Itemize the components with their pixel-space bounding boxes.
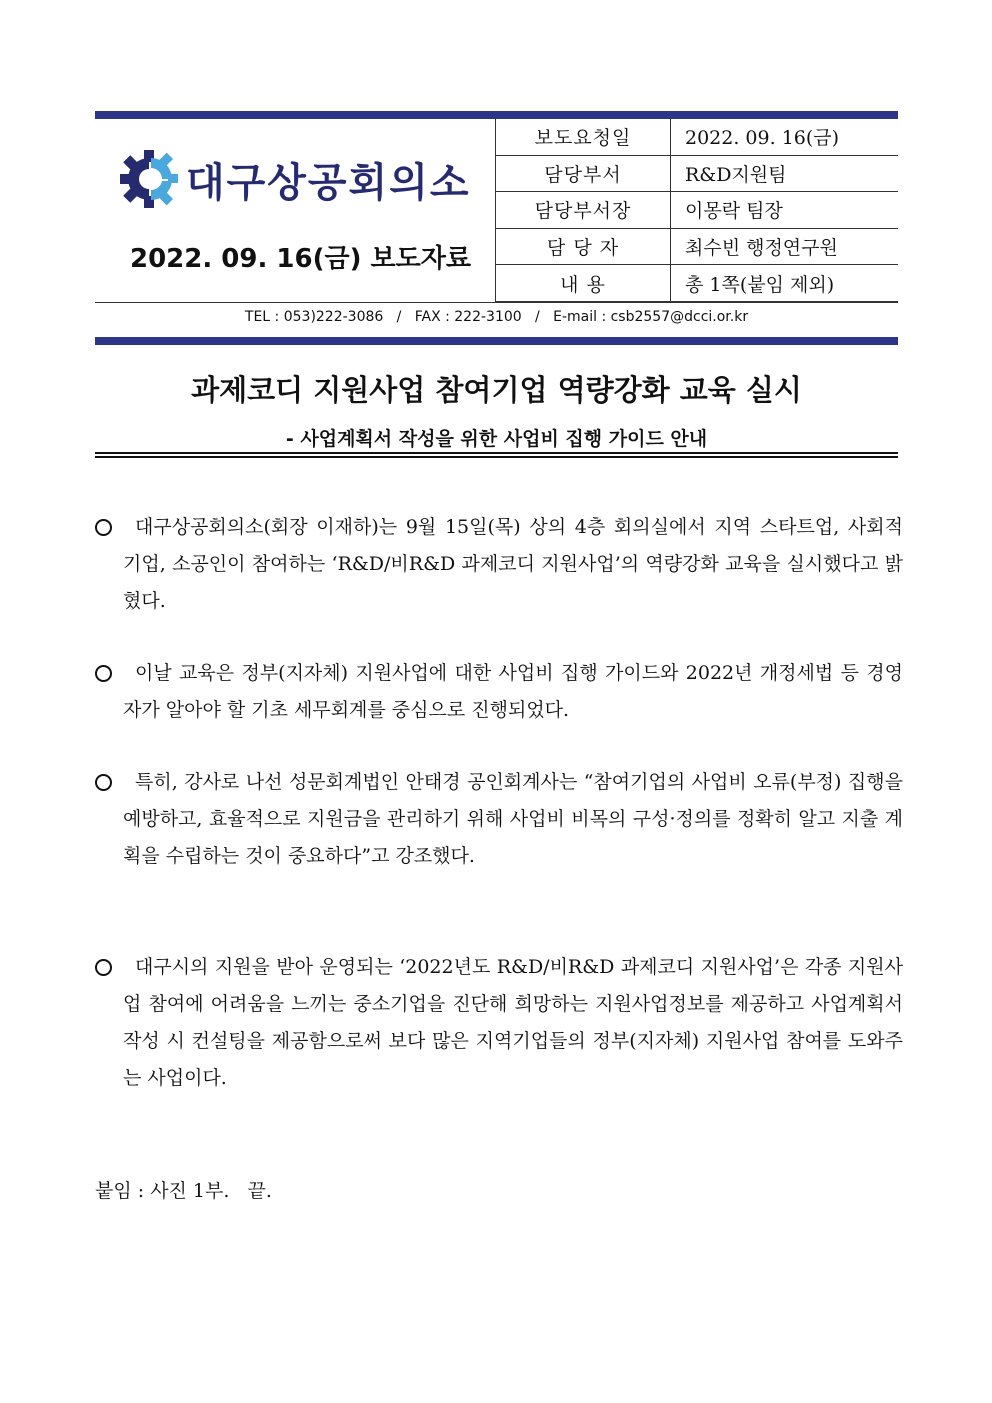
- paragraph-text: 이날 교육은 정부(지자체) 지원사업에 대한 사업비 집행 가이드와 2022년 개정세법 등 경영자가 알아야 할 기초 세무회계를 중심으로 진행되었다.: [123, 662, 903, 721]
- info-row: [496, 119, 899, 155]
- body-paragraph: [95, 655, 903, 729]
- info-table: [495, 119, 898, 302]
- title-underline: [95, 456, 898, 458]
- body-paragraph: [95, 509, 903, 620]
- paragraph-text: 대구상공회의소(회장 이재하)는 9월 15일(목) 상의 4층 회의실에서 지역 스타트업, 사회적 기업, 소공인이 참여하는 ‘R&D/비R&D 과제코디 지원사업’의 역량강화 교육을 실시했다고 밝혔다.: [123, 516, 903, 612]
- company-logo: [118, 148, 478, 210]
- info-row: [496, 265, 899, 302]
- circle-bullet-icon: [95, 519, 112, 536]
- info-label: 내 용: [496, 265, 671, 302]
- info-row: [496, 228, 899, 265]
- logo-text: 대구상공회의소: [186, 159, 471, 206]
- info-row: [496, 155, 899, 192]
- paragraph-text: 특히, 강사로 나선 성문회계법인 안태경 공인회계사는 “참여기업의 사업비 오류(부정) 집행을 예방하고, 효율적으로 지원금을 관리하기 위해 사업비 비목의 구성·정의를 정확히 알고 지출 계획을 수립하는 것이 중요하다”고 강조했다.: [123, 771, 903, 867]
- attachment-note: 붙임 : 사진 1부. 끝.: [95, 1180, 272, 1202]
- header-divider: [95, 302, 898, 303]
- circle-bullet-icon: [95, 959, 112, 976]
- circle-bullet-icon: [95, 774, 112, 791]
- info-value: 이몽락 팀장: [671, 192, 899, 229]
- info-label: 담당부서: [496, 155, 671, 192]
- contact-line: TEL : 053)222-3086 / FAX : 222-3100 / E-mail : csb2557@dcci.or.kr: [244, 309, 749, 325]
- info-row: [496, 192, 899, 229]
- info-value: 최수빈 행정연구원: [671, 228, 899, 265]
- circle-bullet-icon: [95, 665, 112, 682]
- info-value: R&D지원팀: [671, 155, 899, 192]
- headline: 과제코디 지원사업 참여기업 역량강화 교육 실시: [191, 373, 802, 407]
- header-top-bar: [95, 111, 898, 119]
- info-label: 담당부서장: [496, 192, 671, 229]
- info-label: 담 당 자: [496, 228, 671, 265]
- title-underline: [95, 452, 898, 454]
- info-value: 총 1쪽(붙임 제외): [671, 265, 899, 302]
- body-paragraph: [95, 949, 903, 1097]
- info-value: 2022. 09. 16(금): [671, 119, 899, 155]
- header-bottom-bar: [95, 337, 898, 345]
- subheadline: - 사업계획서 작성을 위한 사업비 집행 가이드 안내: [285, 428, 708, 450]
- paragraph-text: 대구시의 지원을 받아 운영되는 ‘2022년도 R&D/비R&D 과제코디 지원사업’은 각종 지원사업 참여에 어려움을 느끼는 중소기업을 진단해 희망하는 지원사업정보를 제공하고 사업계획서 작성 시 컨설팅을 제공함으로써 보다 많은 지역기업들의 정부(지자체) 지원사업 참여를 도와주는 사업이다.: [123, 956, 903, 1089]
- gear-icon: [118, 148, 180, 210]
- release-date: 2022. 09. 16(금) 보도자료: [130, 244, 471, 274]
- body-paragraph: [95, 764, 903, 875]
- info-label: 보도요청일: [496, 119, 671, 155]
